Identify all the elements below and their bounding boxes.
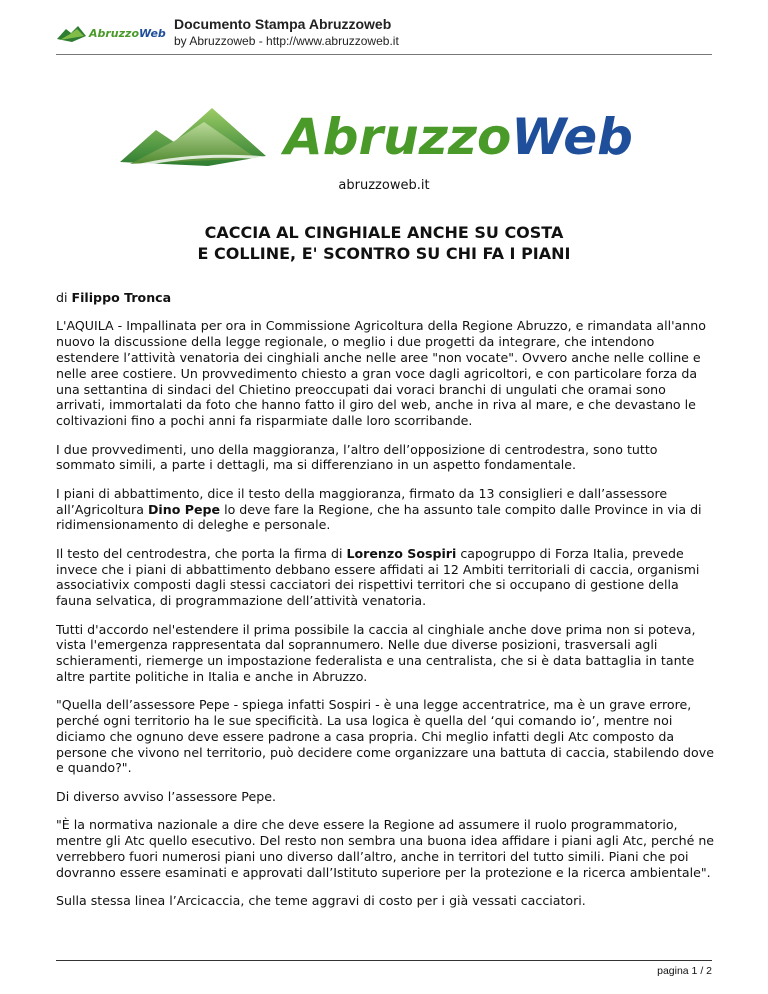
site-name: abruzzoweb.it [338, 178, 430, 193]
header-divider [56, 54, 712, 55]
svg-text:AbruzzoWeb: AbruzzoWeb [89, 27, 166, 40]
document-title: Documento Stampa Abruzzoweb [174, 16, 392, 32]
byline: di Filippo Tronca [56, 290, 172, 305]
paragraph-7: Di diverso avviso l’assessore Pepe. [56, 788, 276, 804]
paragraph-4: Il testo del centrodestra, che porta la firma di Lorenzo Sospiri capogruppo di Forza Italia, prevede invece che i piani di abbattimento debbano essere affidati ai 12 Ambiti territoriali di caccia, organismi associativix composti dagli stessi cacciatori dei rispettivi territori che si occupano di gestione della fauna selvatica, di programmazione dell’attività venatoria. [56, 545, 700, 609]
paragraph-2: I due provvedimenti, uno della maggioranza, l’altro dell’opposizione di centrodestra, sono tutto sommato simili, a parte i dettagli, ma si differenziano in un aspetto fondamentale. [56, 441, 658, 473]
paragraph-1: L'AQUILA - Impallinata per ora in Commissione Agricoltura della Regione Abruzzo, e rimandata all'anno nuovo la discussione della legge regionale, o meglio i due progetti da integrare, che intendono estendere l’attività venatoria dei cinghiali anche nelle aree "non vocate". Ovvero anche nelle colline e nelle aree costiere. Un provvedimento chiesto a gran voce dagli agricoltori, e con particolare forza da una settantina di sindaci del Chietino preoccupati dai voraci branchi di ungulati che oramai sono arrivati, immortalati da foto che hanno fatto il giro del web, anche in riva al mare, e che devastano le coltivazioni fino a pochi anni fa risparmiate dalle loro scorribande. [56, 318, 706, 429]
abruzzoweb-logo [116, 100, 636, 172]
footer-divider [56, 960, 712, 961]
paragraph-5: Tutti d'accordo nel'estendere il prima possibile la caccia al cinghiale anche dove prima non si poteva, vista l'emergenza rappresentata dal soprannumero. Nelle due diverse posizioni, trasversali agli schieramenti, riemerge un impostazione federalista e una centralista, che si è data battaglia in tante altre partite politiche in Italia e anche in Abruzzo. [56, 621, 696, 684]
paragraph-6: "Quella dell’assessore Pepe - spiega infatti Sospiri - è una legge accentratrice, ma è un grave errore, perché ogni territorio ha le sue specificità. La usa logica è quella del ‘qui comando io’, mentre noi diciamo che ognuno deve essere padrone a casa propria. Chi meglio infatti degli Atc composto da persone che vivono nel territorio, può decidere come organizzare una battuta di caccia, stabilendo dove e quando?". [56, 697, 714, 776]
person-dino-pepe: Dino Pepe [147, 501, 221, 517]
svg-text:AbruzzoWeb: AbruzzoWeb [284, 108, 633, 166]
document-subtitle: by Abruzzoweb - http://www.abruzzoweb.it [174, 34, 399, 48]
paragraph-3: I piani di abbattimento, dice il testo della maggioranza, firmato da 13 consiglieri e dall’assessore all’Agricoltura Dino Pepe lo deve fare la Regione, che ha assunto tale compito dalle Province in via di ridimensionamento di deleghe e personale. [56, 485, 702, 533]
abruzzoweb-small-logo [56, 22, 166, 44]
article-body [56, 290, 716, 921]
article-title-line-2: E COLLINE, E' SCONTRO SU CHI FA I PIANI [197, 244, 571, 263]
document-header [56, 14, 712, 54]
article-title [56, 222, 712, 264]
author-name: Filippo Tronca [71, 290, 172, 305]
page-number: pagina 1 / 2 [657, 965, 712, 977]
article-title-line-1: CACCIA AL CINGHIALE ANCHE SU COSTA [204, 223, 564, 242]
paragraph-8: "È la normativa nazionale a dire che deve essere la Regione ad assumere il ruolo programmatorio, mentre gli Atc quello esecutivo. Del resto non sembra una buona idea affidare i piani agli Atc, perché ne verrebbero fuori numerosi piani uno diverso dall’altro, anche in territori del tutto simili. Piani che poi dovranno essere esaminati e approvati dall’Istituto superiore per la protezione e la ricerca ambientale". [56, 817, 715, 880]
paragraph-9: Sulla stessa linea l’Arcicaccia, che teme aggravi di costo per i già vessati cacciatori. [56, 893, 586, 909]
person-lorenzo-sospiri: Lorenzo Sospiri [346, 545, 457, 561]
